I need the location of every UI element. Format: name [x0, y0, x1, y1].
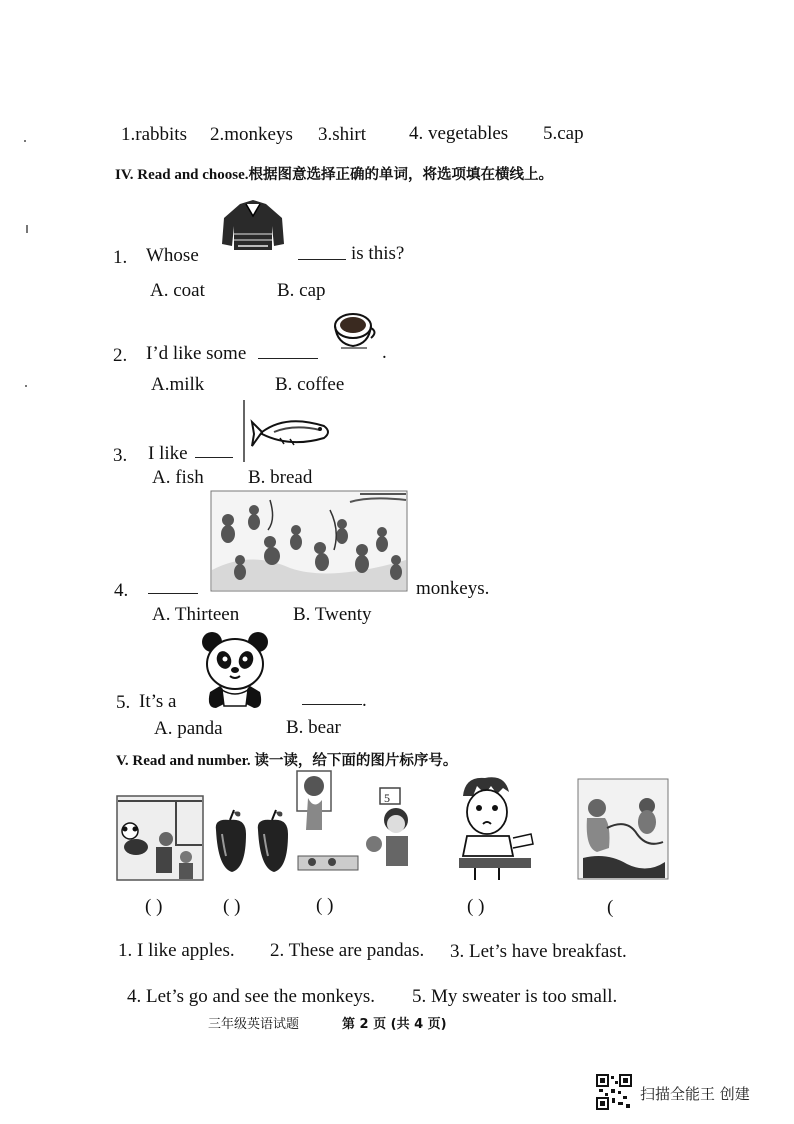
- pandas-picture: [116, 795, 204, 881]
- scan-speck: [25, 385, 27, 387]
- word-bank-item: 2.monkeys: [210, 124, 293, 145]
- number-bracket: ( ): [467, 896, 485, 917]
- section-heading: [116, 749, 457, 770]
- page-number: 第 2 页 (共 4 页): [342, 1017, 447, 1032]
- question-number: 2.: [113, 345, 128, 366]
- number-bracket: ( ): [316, 895, 334, 916]
- option-a: A. panda: [154, 718, 223, 739]
- question-text: monkeys.: [416, 578, 490, 599]
- question-text: It’s a: [139, 691, 177, 712]
- answer-blank: [258, 343, 318, 365]
- option-a: A. fish: [152, 467, 204, 488]
- qr-code-icon: [596, 1074, 632, 1110]
- option-a: A.milk: [151, 374, 205, 395]
- number-bracket: (: [607, 897, 614, 918]
- option-b: B. bear: [286, 717, 341, 738]
- scan-speck: [26, 225, 28, 233]
- section-heading: [115, 163, 553, 184]
- question-text: I like: [148, 443, 188, 464]
- section-heading-cn: 根据图意选择正确的单词，将选项填在横线上。: [248, 167, 553, 183]
- page-title: 三年级英语试题: [208, 1017, 300, 1032]
- answer-blank: [302, 689, 362, 711]
- answer-blank: [298, 244, 346, 266]
- question-text: .: [382, 342, 387, 363]
- word-bank-item: 3.shirt: [318, 124, 367, 145]
- sentence: 5. My sweater is too small.: [412, 986, 618, 1007]
- picture-border: [243, 400, 245, 462]
- scanner-watermark: 扫描全能王 创建: [640, 1085, 750, 1103]
- question-text: Whose: [146, 245, 199, 266]
- sentence: 2. These are pandas.: [270, 940, 425, 961]
- question-number: 3.: [113, 445, 128, 466]
- question-text: I’d like some: [146, 343, 247, 364]
- fish-icon: [250, 412, 334, 452]
- number-bracket: ( ): [223, 896, 241, 917]
- question-number: 4.: [114, 580, 129, 601]
- monkeys-scene: [210, 490, 408, 600]
- question-text: is this?: [351, 243, 405, 264]
- option-a: A. coat: [150, 280, 205, 301]
- answer-blank: [148, 578, 198, 600]
- section-heading-cn: 读一读，给下面的图片标序号。: [254, 753, 458, 769]
- sentence: 3. Let’s have breakfast.: [450, 941, 627, 962]
- monkeys-zoo-picture: [577, 778, 669, 882]
- sentence: 1. I like apples.: [118, 940, 235, 961]
- option-a: A. Thirteen: [152, 604, 240, 625]
- breakfast-picture: [296, 770, 418, 878]
- option-b: B. bread: [248, 467, 313, 488]
- word-bank-item: 4. vegetables: [409, 123, 509, 144]
- option-b: B. coffee: [275, 374, 345, 395]
- section-heading-en: V. Read and number.: [116, 753, 251, 769]
- section-heading-en: IV. Read and choose.: [115, 167, 249, 183]
- number-bracket: ( ): [145, 896, 163, 917]
- coffee-cup-icon: [331, 308, 379, 354]
- option-b: B. Twenty: [293, 604, 372, 625]
- boy-sweater-picture: [455, 772, 535, 882]
- word-bank-item: 1.rabbits: [121, 124, 187, 145]
- question-number: 5.: [116, 692, 131, 713]
- sentence: 4. Let’s go and see the monkeys.: [127, 986, 376, 1007]
- question-number: 1.: [113, 247, 128, 268]
- answer-blank: [195, 442, 233, 464]
- word-bank-item: 5.cap: [543, 123, 584, 144]
- scan-speck: [24, 140, 26, 142]
- jacket-icon: [218, 198, 288, 254]
- apples-picture: [210, 808, 294, 878]
- option-b: B. cap: [277, 280, 326, 301]
- question-text: .: [362, 690, 367, 711]
- panda-icon: [196, 628, 276, 710]
- svg-text:5: 5: [384, 791, 390, 805]
